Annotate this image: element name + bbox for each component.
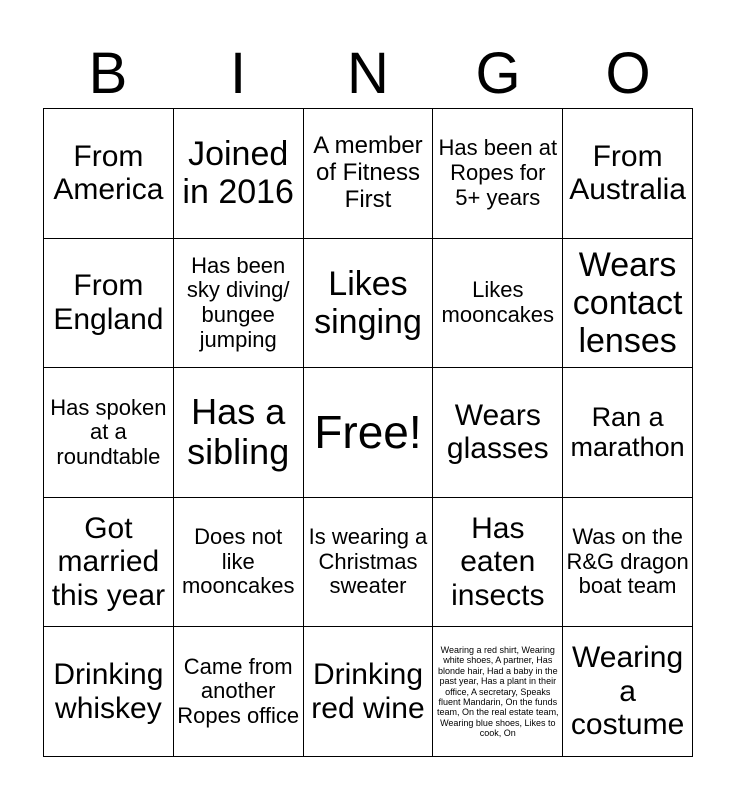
bingo-cell[interactable]: Ran a marathon — [563, 368, 693, 498]
bingo-cell[interactable]: Wears contact lenses — [563, 239, 693, 369]
bingo-cell[interactable]: Was on the R&G dragon boat team — [563, 498, 693, 628]
bingo-cell[interactable]: Wearing a costume — [563, 627, 693, 757]
bingo-cell[interactable]: Does not like mooncakes — [174, 498, 304, 628]
bingo-cell[interactable]: Is wearing a Christmas sweater — [304, 498, 434, 628]
bingo-cell[interactable]: Has a sibling — [174, 368, 304, 498]
bingo-cell[interactable]: Likes mooncakes — [433, 239, 563, 369]
bingo-cell[interactable]: Joined in 2016 — [174, 109, 304, 239]
header-letter-o: O — [605, 41, 651, 106]
header-letter-n: N — [347, 41, 389, 106]
bingo-cell[interactable]: Got married this year — [44, 498, 174, 628]
bingo-cell[interactable]: From England — [44, 239, 174, 369]
header-letter-g: G — [475, 41, 521, 106]
bingo-cell[interactable]: A member of Fitness First — [304, 109, 434, 239]
bingo-cell[interactable]: Came from another Ropes office — [174, 627, 304, 757]
bingo-cell[interactable]: From Australia — [563, 109, 693, 239]
bingo-cell[interactable]: Has been sky diving/ bungee jumping — [174, 239, 304, 369]
bingo-cell[interactable]: Wears glasses — [433, 368, 563, 498]
bingo-cell[interactable]: From America — [44, 109, 174, 239]
header-letter-b: B — [88, 41, 128, 106]
free-space[interactable]: Free! — [304, 368, 434, 498]
bingo-cell[interactable]: Has been at Ropes for 5+ years — [433, 109, 563, 239]
bingo-cell[interactable]: Likes singing — [304, 239, 434, 369]
bingo-grid — [43, 108, 693, 757]
bingo-cell[interactable]: Wearing a red shirt, Wearing white shoes, A partner, Has blonde hair, Had a baby in the past year, Has a plant in their office, A secretary, Speaks fluent Mandarin, On the funds team, On the real estate team, Wearing blue shoes, Likes to cook, On — [433, 627, 563, 757]
bingo-header — [43, 40, 693, 108]
bingo-cell[interactable]: Has spoken at a roundtable — [44, 368, 174, 498]
bingo-cell[interactable]: Drinking whiskey — [44, 627, 174, 757]
bingo-cell[interactable]: Drinking red wine — [304, 627, 434, 757]
bingo-cell[interactable]: Has eaten insects — [433, 498, 563, 628]
header-letter-i: I — [229, 41, 247, 106]
